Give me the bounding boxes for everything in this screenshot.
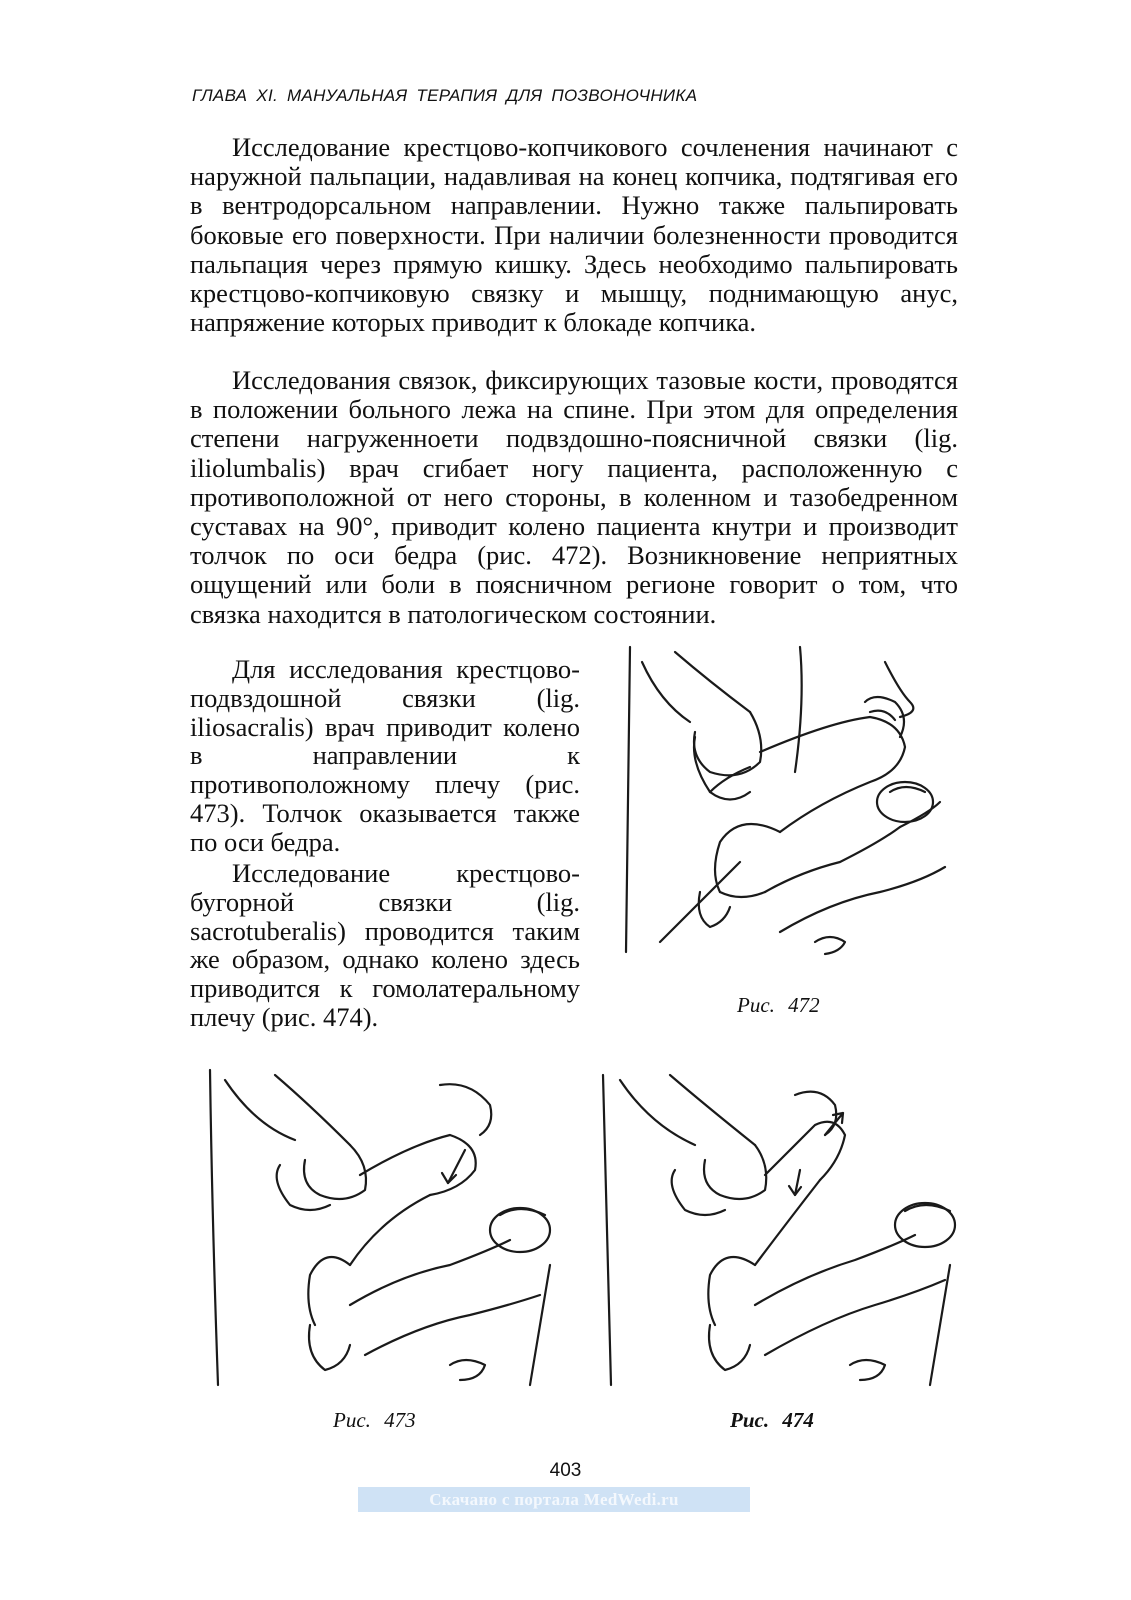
paragraph-sacrotuberal: Исследование крестцово-бугорной связки (lig. sacrotuberalis) проводится таким же образом, однако колено здесь приводится к гомолатеральному плечу (рис. 474). <box>190 858 580 1032</box>
figure-472-illustration <box>600 642 960 982</box>
paragraph-sacrococcygeal: Исследование крестцово-копчикового сочленения начинают с наружной пальпации, надавливая на конец копчика, подтягивая его в вентродорсальном направлении. Нужно также пальпировать боковые его поверхности. При наличии болезненности проводится пальпация через прямую кишку. Здесь необходимо пальпировать крестцово-копчиковую связку и мышцу, поднимающую анус, напряжение которых приводит к блокаде копчика. <box>190 132 958 338</box>
page-number: 403 <box>549 1460 582 1481</box>
figure-472-caption: Рис. 472 <box>737 993 820 1017</box>
watermark-banner: Скачано с портала MedWedi.ru <box>358 1487 750 1512</box>
paragraph-iliosacral: Для исследования крестцово-подвздошной связки (lig. iliosacralis) врач приводит колено в направлении к противоположному плечу (рис. 473). Толчок оказывается также по оси бедра. <box>190 654 580 857</box>
running-head: ГЛАВА XI. МАНУАЛЬНАЯ ТЕРАПИЯ ДЛЯ ПОЗВОНОЧНИКА <box>192 86 698 105</box>
figure-474-caption: Рис. 474 <box>730 1408 814 1432</box>
figure-473-illustration <box>200 1065 580 1410</box>
figure-474-illustration <box>595 1065 975 1410</box>
paragraph-pelvic-ligaments: Исследования связок, фиксирующих тазовые кости, проводятся в положении больного лежа на спине. При этом для определения степени нагруженноети подвздошно-поясничной связки (lig. iliolumbalis) врач сгибает ногу пациента, расположенную с противоположной от него стороны, в коленном и тазобедренном суставах на 90°, приводит колено пациента кнутри и производит толчок по оси бедра (рис. 472). Возникновение неприятных ощущений или боли в поясничном регионе говорит о том, что связка находится в патологическом состоянии. <box>190 365 958 629</box>
figure-473-caption: Рис. 473 <box>333 1408 416 1432</box>
